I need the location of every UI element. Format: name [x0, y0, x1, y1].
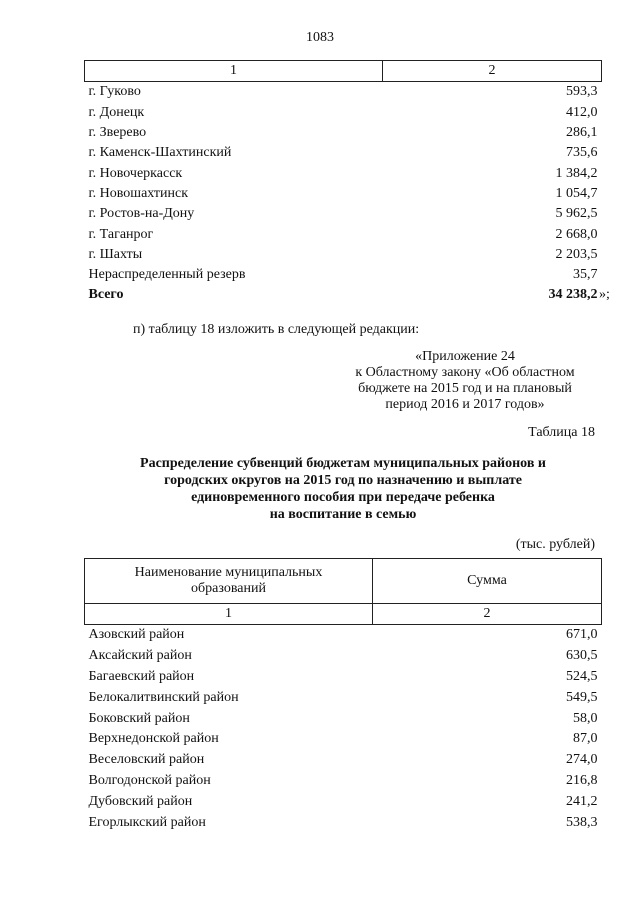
row-value: 87,0 [573, 731, 598, 747]
appendix-line: к Областному закону «Об областном [355, 365, 575, 380]
appendix-header [330, 349, 600, 413]
table-label: Таблица 18 [528, 425, 595, 440]
row-name: г. Донецк [88, 104, 145, 120]
row-value: 286,1 [566, 125, 598, 141]
row-name: г. Зверево [88, 125, 147, 141]
header-name [85, 559, 373, 604]
row-value: 1 384,2 [555, 165, 598, 181]
row-name: Егорлыкский район [88, 814, 206, 830]
table-row [85, 771, 602, 792]
appendix-line: период 2016 и 2017 годов» [385, 397, 545, 412]
row-value: 671,0 [566, 627, 598, 643]
table-row [85, 163, 602, 183]
table-row [85, 708, 602, 729]
table-title [84, 455, 602, 523]
table-row [85, 667, 602, 688]
table-row [85, 184, 602, 204]
header-sum: Сумма [373, 559, 602, 604]
row-name: г. Ростов-на-Дону [88, 206, 195, 222]
column-index-1: 1 [85, 604, 373, 625]
table-row [85, 791, 602, 812]
table-row [85, 687, 602, 708]
row-value: 5 962,5 [555, 206, 598, 222]
header-row [85, 559, 602, 604]
table-row [85, 123, 602, 143]
row-name: Верхнедонской район [88, 731, 219, 747]
total-label: Всего [88, 287, 124, 303]
closing-quote: »; [599, 287, 610, 302]
table-row [85, 265, 602, 285]
title-line: на воспитание в семью [269, 507, 417, 522]
column-index-2: 2 [383, 61, 602, 82]
row-value: 630,5 [566, 648, 598, 664]
table-row [85, 82, 602, 103]
units-label: (тыс. рублей) [515, 537, 595, 552]
row-value: 241,2 [566, 793, 598, 809]
table-row [85, 812, 602, 833]
total-row [85, 285, 602, 305]
index-row [85, 604, 602, 625]
row-name: г. Каменск-Шахтинский [88, 145, 232, 161]
column-index-row [85, 61, 602, 82]
row-value: 58,0 [573, 710, 598, 726]
row-value: 2 203,5 [555, 246, 598, 262]
row-name: Аксайский район [88, 648, 192, 664]
table-row [85, 224, 602, 244]
table-row [85, 103, 602, 123]
municipal-table-continued [84, 60, 602, 306]
row-value: 735,6 [566, 145, 598, 161]
row-name: Волгодонской район [88, 772, 211, 788]
row-value: 216,8 [566, 772, 598, 788]
row-value: 549,5 [566, 689, 598, 705]
column-index-1: 1 [85, 61, 383, 82]
row-name: Веселовский район [88, 752, 205, 768]
row-name: г. Шахты [88, 246, 143, 262]
header-name-text: Наименование муниципальных образований [134, 565, 323, 596]
table-row [85, 750, 602, 771]
subvention-table [84, 558, 602, 833]
row-name: Азовский район [88, 627, 185, 643]
row-name: Боковский район [88, 710, 190, 726]
column-index-2: 2 [373, 604, 602, 625]
total-value: 34 238,2 [548, 287, 598, 303]
row-name: г. Новошахтинск [88, 185, 189, 201]
appendix-line: бюджете на 2015 год и на плановый [358, 381, 572, 396]
row-name: Багаевский район [88, 668, 195, 684]
row-value: 35,7 [573, 267, 598, 283]
row-value: 538,3 [566, 814, 598, 830]
table-row [85, 143, 602, 163]
page-number: 1083 [306, 30, 334, 45]
table-row [85, 646, 602, 667]
row-value: 2 668,0 [555, 226, 598, 242]
row-name: Белокалитвинский район [88, 689, 239, 705]
amendment-instruction: п) таблицу 18 изложить в следующей редакции: [133, 322, 420, 337]
row-value: 274,0 [566, 752, 598, 768]
table-row [85, 245, 602, 265]
title-line: Распределение субвенций бюджетам муниципальных районов и [140, 456, 546, 471]
title-line: городских округов на 2015 год по назначению и выплате [164, 473, 522, 488]
appendix-line: «Приложение 24 [415, 349, 515, 364]
table-row [85, 204, 602, 224]
row-value: 593,3 [566, 84, 598, 100]
table-row [85, 625, 602, 646]
row-value: 524,5 [566, 668, 598, 684]
row-name: г. Гуково [88, 84, 141, 100]
row-name: Дубовский район [88, 793, 193, 809]
row-name: Нераспределенный резерв [88, 267, 246, 283]
row-name: г. Таганрог [88, 226, 154, 242]
row-name: г. Новочеркасск [88, 165, 183, 181]
title-line: единовременного пособия при передаче ребенка [191, 490, 495, 505]
row-value: 412,0 [566, 104, 598, 120]
row-value: 1 054,7 [555, 185, 598, 201]
table-row [85, 729, 602, 750]
